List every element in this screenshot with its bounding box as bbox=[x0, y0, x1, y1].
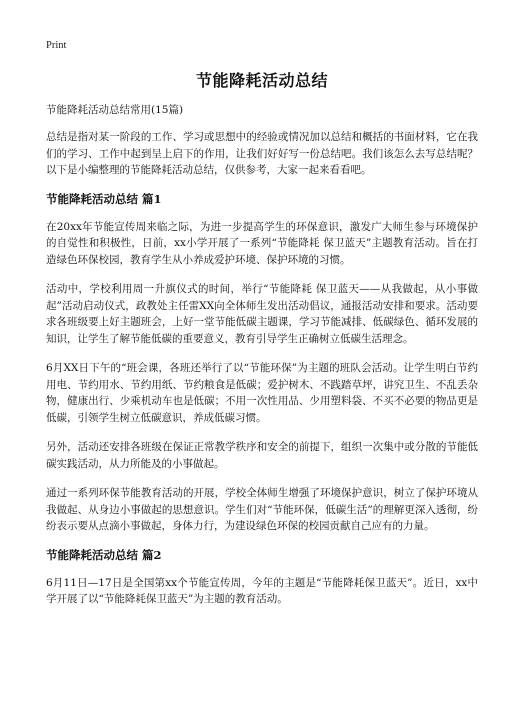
document-subtitle: 节能降耗活动总结常用(15篇) bbox=[46, 104, 184, 116]
section-1-paragraph-4: 另外，活动还安排各班级在保证正常教学秩序和安全的前提下，组织一次集中或分散的节能低碳实践活动，从力所能及的小事做起。 bbox=[46, 441, 478, 470]
section-1-paragraph-1: 在20xx年节能宣传周来临之际，为进一步提高学生的环保意识，激发广大师生参与环境保护的自觉性和积极性，日前，xx小学开展了一系列“节能降耗 保卫蓝天”主题教育活动。旨在打造绿色环保校园，教育学生从小养成爱护环境、保护环境的习惯。 bbox=[46, 220, 478, 266]
section-2-paragraph-1: 6月11日—17日是全国第xx个节能宣传周，今年的主题是“节能降耗保卫蓝天”。近日，xx中学开展了以“节能降耗保卫蓝天”为主题的教育活动。 bbox=[46, 576, 478, 605]
page-title: 节能降耗活动总结 bbox=[195, 71, 328, 90]
document-page bbox=[46, 68, 478, 621]
section-1-paragraph-2: 活动中，学校利用周一升旗仪式的时间，举行“节能降耗 保卫蓝天——从我做起，从小事做起”活动启动仪式，政教处主任雷XX向全体师生发出活动倡议，通报活动安排和要求。活动要求各班级要上好主题班会，上好一堂节能低碳主题课，学习节能减排、低碳绿色、循环发展的知识，让学生了解节能低碳的重要意义，教育引导学生正确树立低碳生活理念。 bbox=[46, 283, 478, 345]
section-heading-2: 节能降耗活动总结 篇2 bbox=[46, 547, 162, 562]
section-1-paragraph-5: 通过一系列环保节能教育活动的开展，学校全体师生增强了环境保护意识，树立了保护环境从我做起、从身边小事做起的思想意识。学生们对“节能环保，低碳生活”的理解更深入透彻，纷纷表示要从点滴小事做起，身体力行，为建设绿色环保的校园贡献自己应有的力量。 bbox=[46, 487, 478, 532]
section-1-paragraph-3: 6月XX日下午的“班会课，各班还举行了以“节能环保”为主题的班队会活动。让学生明白节约用电、节约用水、节约用纸、节约粮食是低碳；爱护树木、不践踏草坪，讲究卫生、不乱丢杂物，健康出行、少乘机动车也是低碳；不用一次性用品、少用塑料袋、不买不必要的物品更是低碳，引领学生树立低碳意识，养成低碳习惯。 bbox=[46, 362, 478, 424]
intro-paragraph: 总结是指对某一阶段的工作、学习或思想中的经验或情况加以总结和概括的书面材料，它在我们的学习、工作中起到呈上启下的作用，让我们好好写一份总结吧。我们该怎么去写总结呢？以下是小编整理的节能降耗活动总结，仅供参考，大家一起来看看吧。 bbox=[46, 131, 478, 176]
print-link[interactable]: Print bbox=[46, 40, 67, 51]
section-heading-1: 节能降耗活动总结 篇1 bbox=[46, 191, 162, 206]
